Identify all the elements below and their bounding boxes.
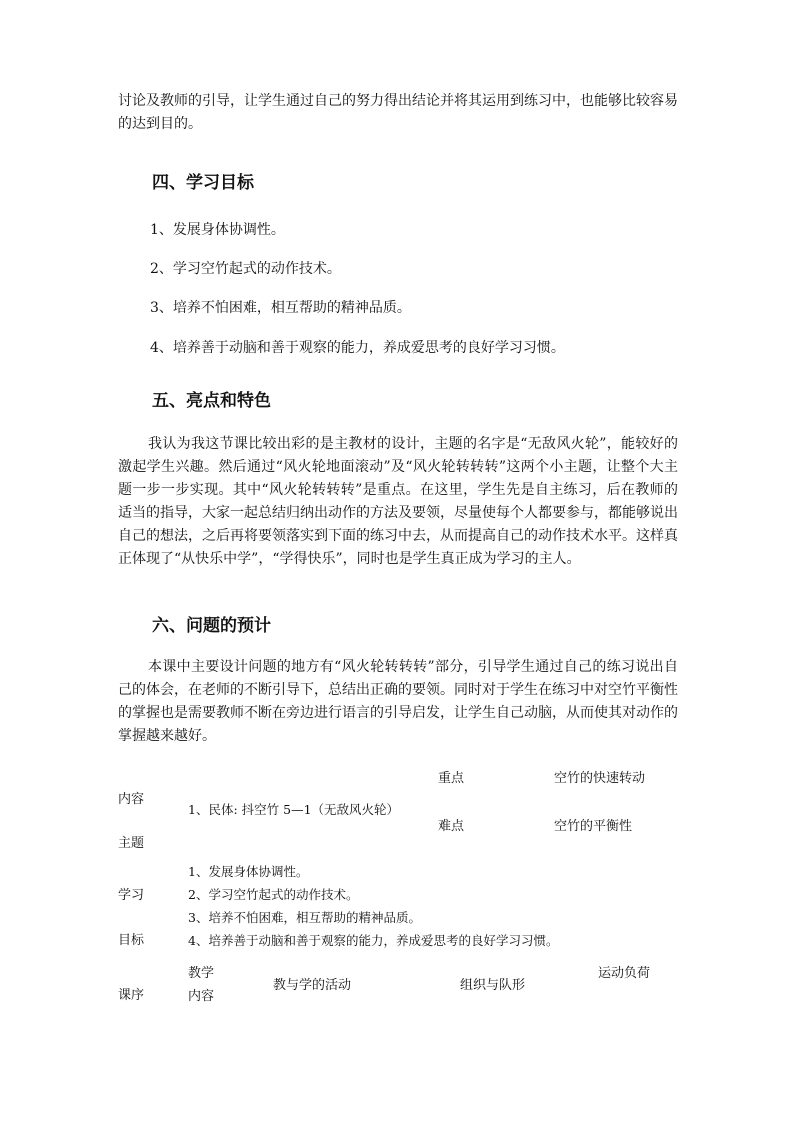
teach-content-label-1: 教学 bbox=[188, 966, 215, 981]
content-label: 内容 bbox=[118, 792, 145, 807]
table-goal-3: 3、培养不怕困难，相互帮助的精神品质。 bbox=[188, 910, 421, 925]
goals-label-2: 目标 bbox=[118, 933, 145, 948]
key-point-label: 重点 bbox=[438, 771, 465, 786]
difficulty-value: 空竹的平衡性 bbox=[554, 819, 633, 834]
difficulty-label: 难点 bbox=[438, 819, 465, 834]
load-label: 运动负荷 bbox=[598, 966, 651, 981]
table-goal-4: 4、培养善于动脑和善于观察的能力，养成爱思考的良好学习习惯。 bbox=[188, 933, 559, 948]
table-goal-1: 1、发展身体协调性。 bbox=[188, 864, 309, 879]
lesson-order-label: 课序 bbox=[118, 988, 145, 1003]
organization-label: 组织与队形 bbox=[460, 978, 526, 993]
table-goal-2: 2、学习空竹起式的动作技术。 bbox=[188, 887, 359, 902]
activity-label: 教与学的活动 bbox=[273, 978, 352, 993]
goal-item-3: 3、培养不怕困难，相互帮助的精神品质。 bbox=[150, 300, 411, 316]
goal-item-1: 1、发展身体协调性。 bbox=[150, 222, 285, 238]
topic-label: 主题 bbox=[118, 836, 145, 851]
section-6-title: 六、问题的预计 bbox=[152, 616, 271, 636]
goals-label-1: 学习 bbox=[118, 888, 145, 903]
topic-value: 1、民体: 抖空竹 5—1（无敌风火轮） bbox=[188, 802, 400, 817]
goal-item-4: 4、培养善于动脑和善于观察的能力，养成爱思考的良好学习习惯。 bbox=[150, 340, 565, 356]
section-5-title: 五、亮点和特色 bbox=[152, 391, 271, 411]
section-4-title: 四、学习目标 bbox=[152, 173, 254, 193]
section-5-paragraph: 我认为我这节课比较出彩的是主教材的设计，主题的名字是“无敌风火轮”，能较好的激起学生兴趣。然后通过“风火轮地面滚动”及“风火轮转转转”这两个小主题，让整个大主题一步一步实现。其中“风火轮转转转”是重点。在这里，学生先是自主练习，后在教师的适当的指导，大家一起总结归纳出动作的方法及要领，尽量使每个人都要参与，都能够说出自己的想法，之后再将要领落实到下面的练习中去，从而提高自己的动作技术水平。这样真正体现了“从快乐中学”，“学得快乐”，同时也是学生真正成为学习的主人。 bbox=[118, 436, 678, 567]
section-6-paragraph: 本课中主要设计问题的地方有“风火轮转转转”部分，引导学生通过自己的练习说出自己的体会，在老师的不断引导下，总结出正确的要领。同时对于学生在练习中对空竹平衡性的掌握也是需要教师不断在旁边进行语言的引导启发，让学生自己动脑，从而使其对动作的掌握越来越好。 bbox=[118, 659, 678, 744]
teach-content-label-2: 内容 bbox=[188, 989, 215, 1004]
intro-paragraph: 讨论及教师的引导，让学生通过自己的努力得出结论并将其运用到练习中，也能够比较容易的达到目的。 bbox=[118, 93, 678, 132]
key-point-value: 空竹的快速转动 bbox=[554, 771, 646, 786]
goal-item-2: 2、学习空竹起式的动作技术。 bbox=[150, 261, 341, 277]
